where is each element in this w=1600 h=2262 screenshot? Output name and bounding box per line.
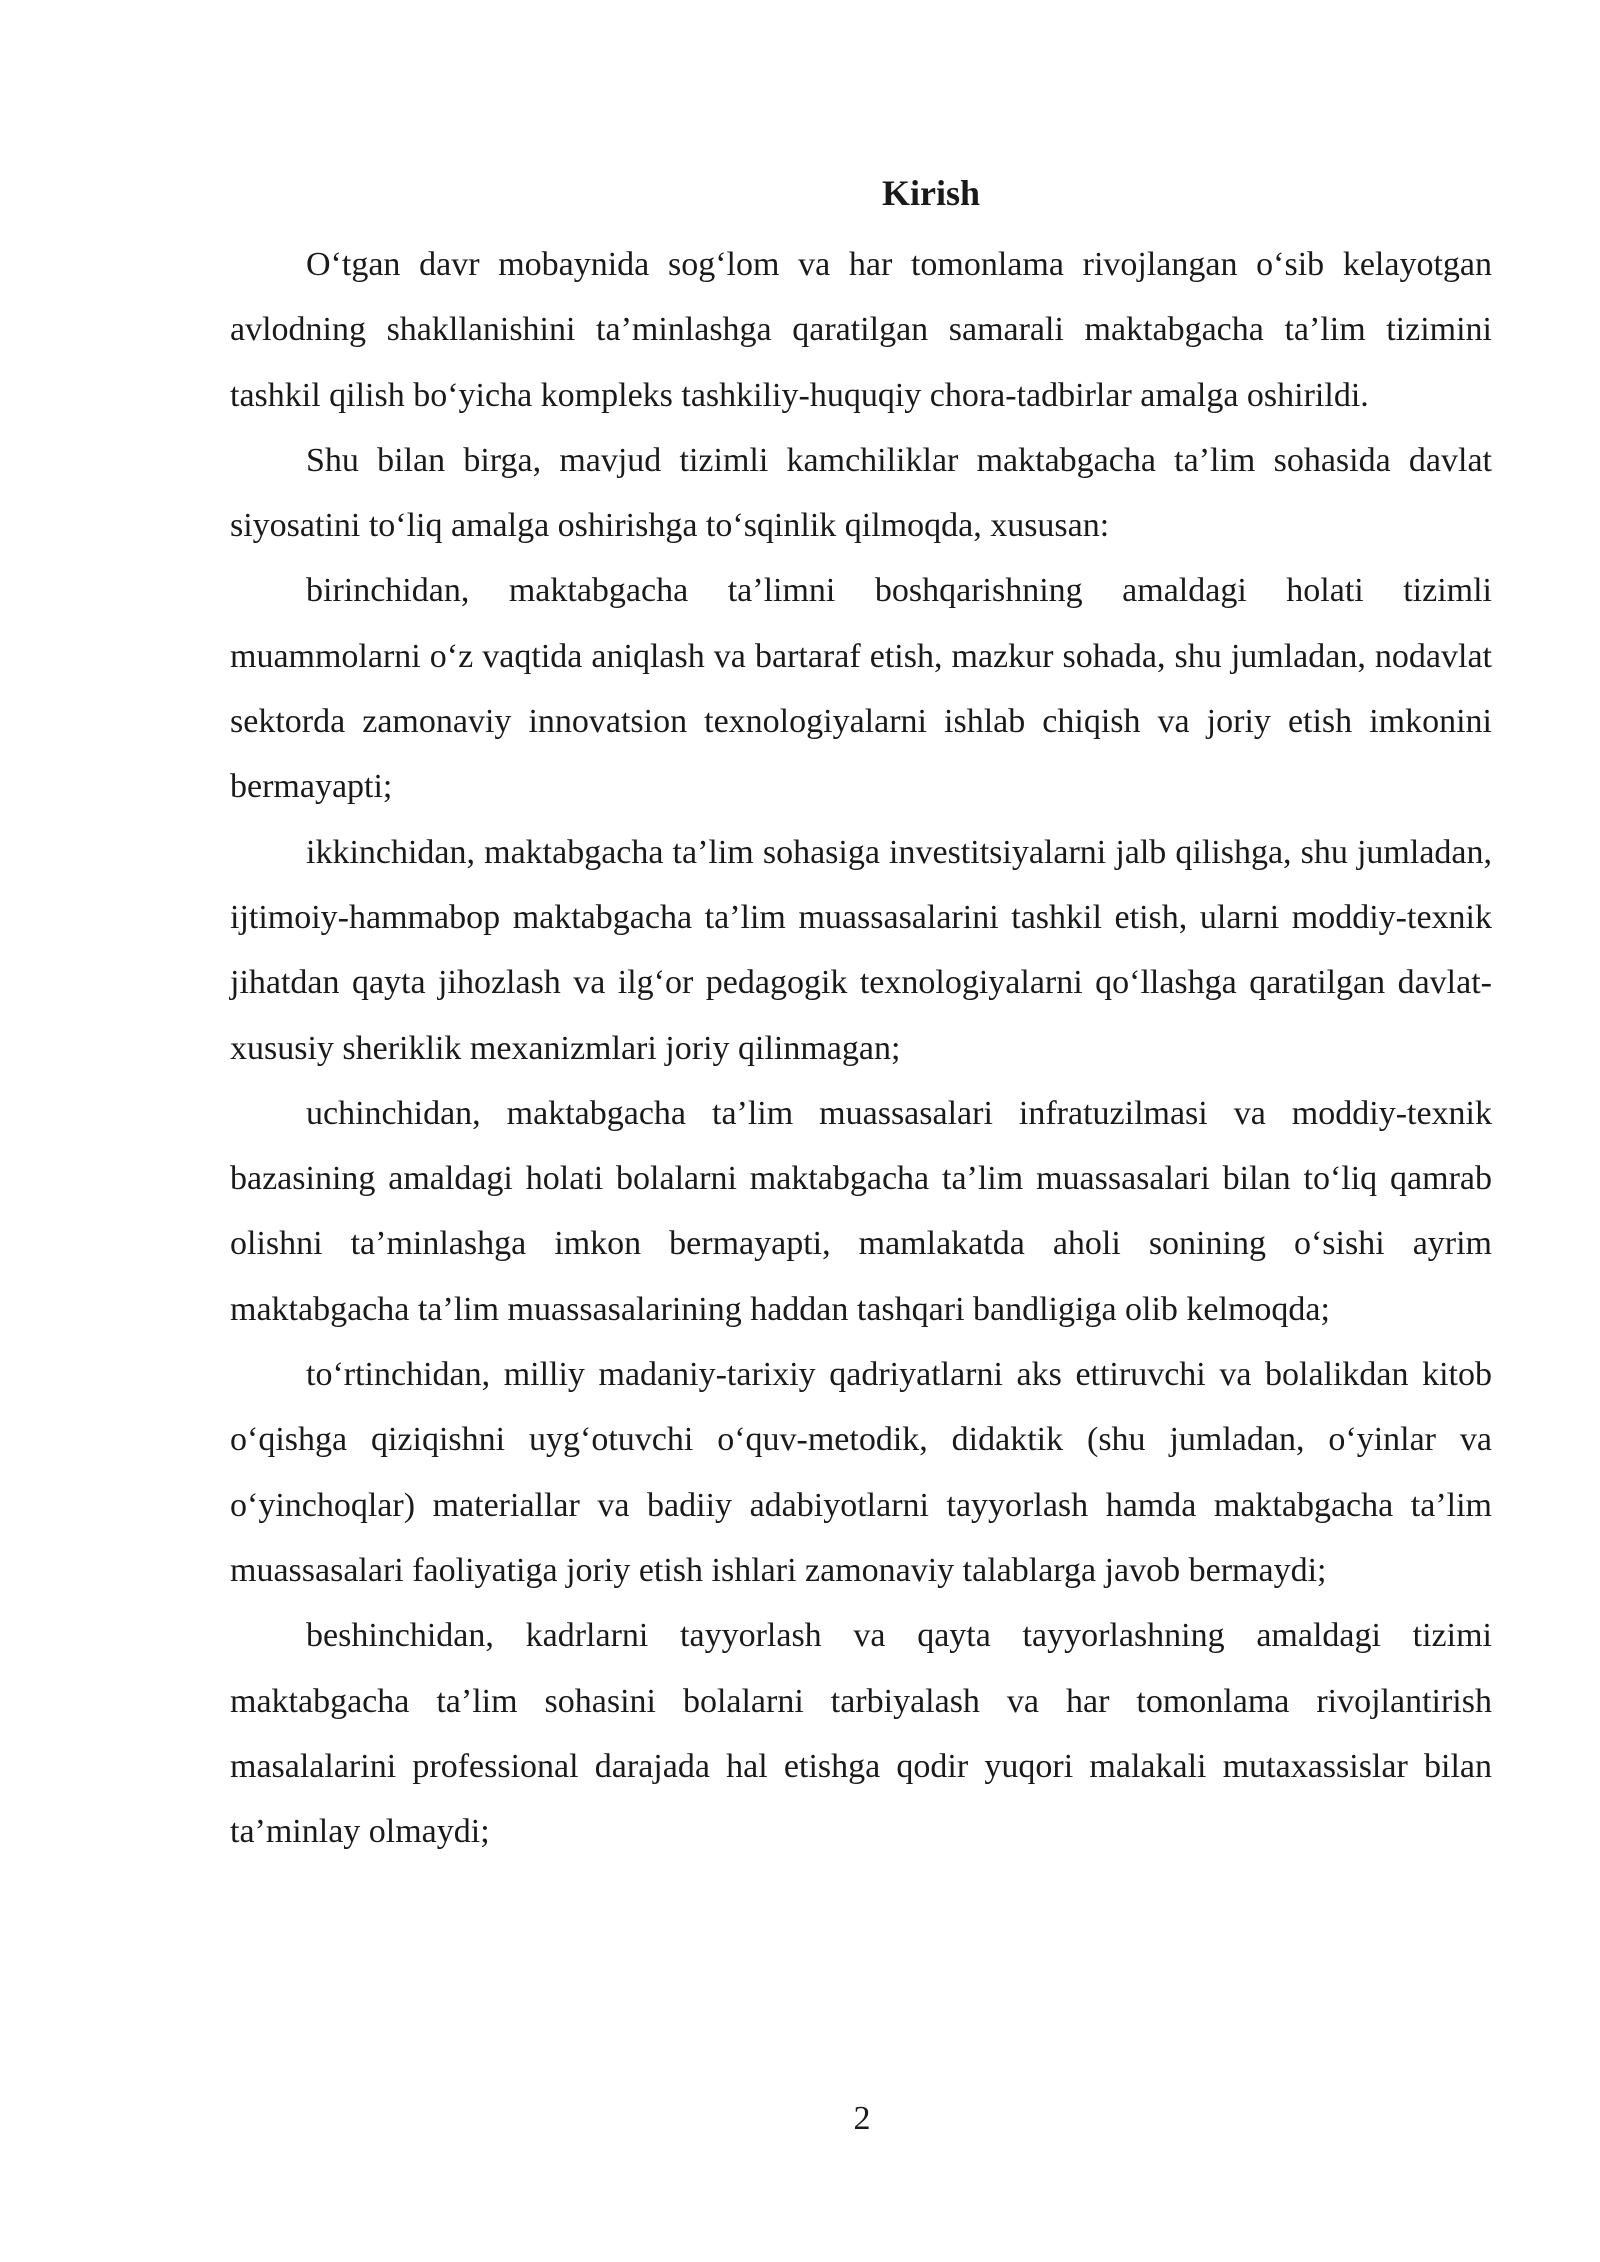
page-number: 2 — [853, 2100, 871, 2137]
section-title: Kirish — [881, 173, 980, 213]
paragraph-third: uchinchidan, maktabgacha ta’lim muassasalari infratuzilmasi va moddiy-texnik bazasining amaldagi holati bolalarni maktabgacha ta’lim muassasalari bilan to‘liq qamrab olishni ta’minlashga imkon bermayapti, mamlakatda aholi sonining o‘sishi ayrim maktabgacha ta’lim muassasalarining haddan tashqari bandligiga olib kelmoqda; — [230, 1094, 1492, 1328]
paragraph-shortcomings: Shu bilan birga, mavjud tizimli kamchiliklar maktabgacha ta’lim sohasida davlat siyosatini to‘liq amalga oshirishga to‘sqinlik qilmoqda, xususan: — [230, 441, 1492, 545]
paragraph-first: birinchidan, maktabgacha ta’limni boshqarishning amaldagi holati tizimli muammolarni o‘z vaqtida aniqlash va bartaraf etish, mazkur sohada, shu jumladan, nodavlat sektorda zamonaviy innovatsion texnologiyalarni ishlab chiqish va joriy etish imkonini bermayapti; — [230, 572, 1492, 806]
paragraph-fifth: beshinchidan, kadrlarni tayyorlash va qayta tayyorlashning amaldagi tizimi maktabgacha ta’lim sohasini bolalarni tarbiyalash va har tomonlama rivojlantirish masalalarini professional darajada hal etishga qodir yuqori malakali mutaxassislar bilan ta’minlay olmaydi; — [230, 1617, 1492, 1851]
page-body — [230, 168, 1492, 1864]
paragraph-intro: O‘tgan davr mobaynida sog‘lom va har tomonlama rivojlangan o‘sib kelayotgan avlodning shakllanishini ta’minlashga qaratilgan samarali maktabgacha ta’lim tizimini tashkil qilish bo‘yicha kompleks tashkiliy-huquqiy chora-tadbirlar amalga oshirildi. — [230, 246, 1492, 414]
paragraph-fourth: to‘rtinchidan, milliy madaniy-tarixiy qadriyatlarni aks ettiruvchi va bolalikdan kitob o‘qishga qiziqishni uyg‘otuvchi o‘quv-metodik, didaktik (shu jumladan, o‘yinlar va o‘yinchoqlar) materiallar va badiiy adabiyotlarni tayyorlash hamda maktabgacha ta’lim muassasalari faoliyatiga joriy etish ishlari zamonaviy talablarga javob bermaydi; — [230, 1356, 1492, 1589]
paragraph-second: ikkinchidan, maktabgacha ta’lim sohasiga investitsiyalarni jalb qilishga, shu jumladan, ijtimoiy-hammabop maktabgacha ta’lim muassasalarini tashkil etish, ularni moddiy-texnik jihatdan qayta jihozlash va ilg‘or pedagogik texnologiyalarni qo‘llashga qaratilgan davlat-xususiy sheriklik mexanizmlari joriy qilinmagan; — [230, 833, 1492, 1067]
